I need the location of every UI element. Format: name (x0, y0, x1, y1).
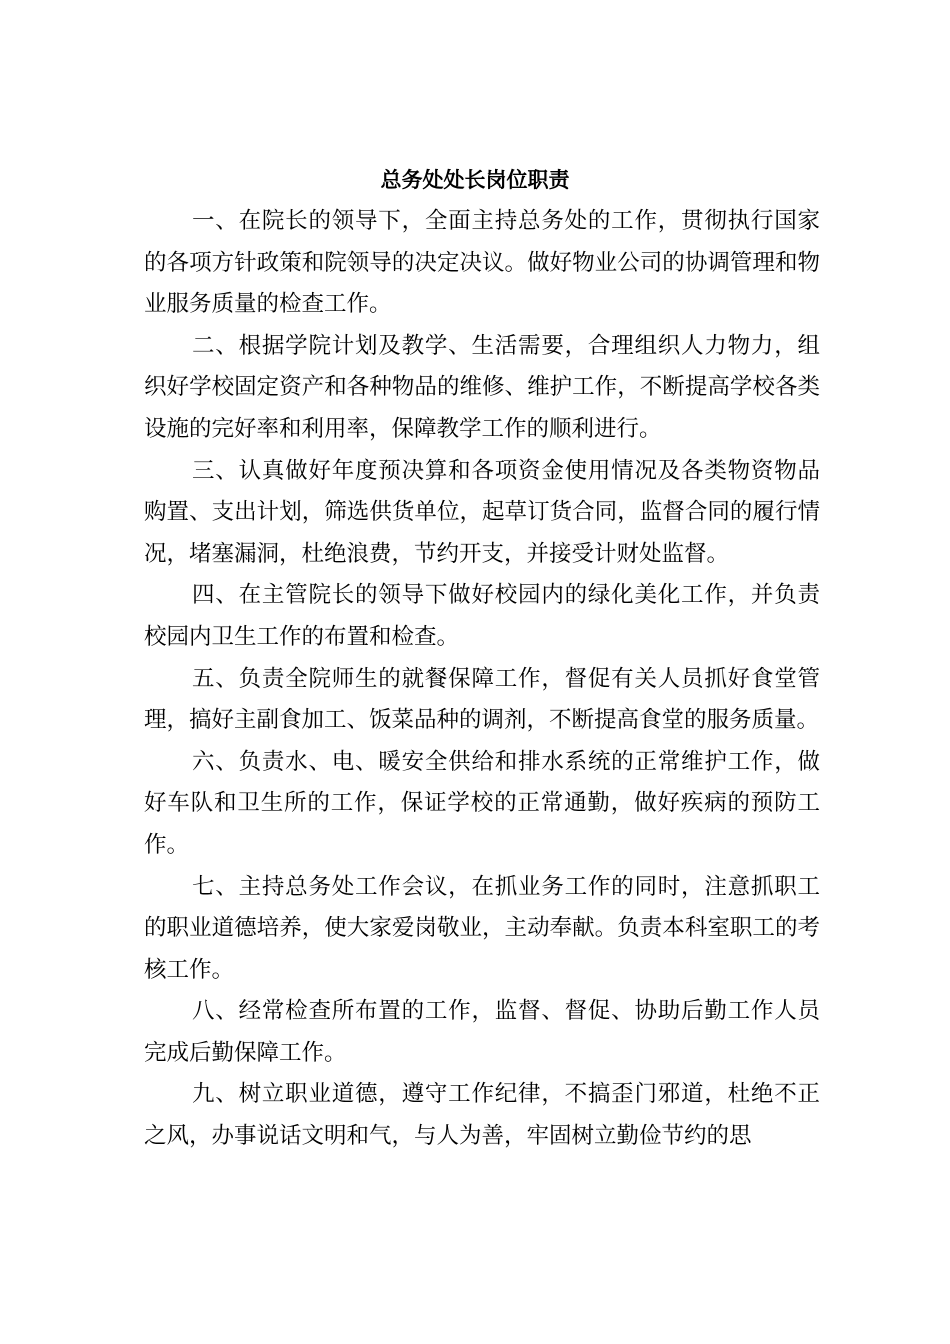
paragraph-3: 三、认真做好年度预决算和各项资金使用情况及各类物资物品购置、支出计划，筛选供货单位，起草订货合同，监督合同的履行情况，堵塞漏洞，杜绝浪费，节约开支，并接受计财处监督。 (144, 457, 820, 567)
document-title: 总务处处长岗位职责 (380, 168, 570, 192)
paragraph-4: 四、在主管院长的领导下做好校园内的绿化美化工作，并负责校园内卫生工作的布置和检查。 (144, 582, 820, 650)
paragraph-8: 八、经常检查所布置的工作，监督、督促、协助后勤工作人员完成后勤保障工作。 (144, 998, 820, 1066)
paragraph-7: 七、主持总务处工作会议，在抓业务工作的同时，注意抓职工的职业道德培养，使大家爱岗敬业，主动奉献。负责本科室职工的考核工作。 (144, 873, 820, 983)
document-body (144, 201, 820, 1158)
paragraph-1: 一、在院长的领导下，全面主持总务处的工作，贯彻执行国家的各项方针政策和院领导的决定决议。做好物业公司的协调管理和物业服务质量的检查工作。 (144, 208, 820, 318)
paragraph-5: 五、负责全院师生的就餐保障工作，督促有关人员抓好食堂管理，搞好主副食加工、饭菜品种的调剂，不断提高食堂的服务质量。 (144, 665, 820, 734)
paragraph-6: 六、负责水、电、暖安全供给和排水系统的正常维护工作，做好车队和卫生所的工作，保证学校的正常通勤，做好疾病的预防工作。 (144, 748, 820, 858)
paragraph-9: 九、树立职业道德，遵守工作纪律，不搞歪门邪道，杜绝不正之风，办事说话文明和气，与人为善，牢固树立勤俭节约的思 (144, 1081, 820, 1150)
paragraph-2: 二、根据学院计划及教学、生活需要，合理组织人力物力，组织好学校固定资产和各种物品的维修、维护工作，不断提高学校各类设施的完好率和利用率，保障教学工作的顺利进行。 (144, 332, 820, 442)
